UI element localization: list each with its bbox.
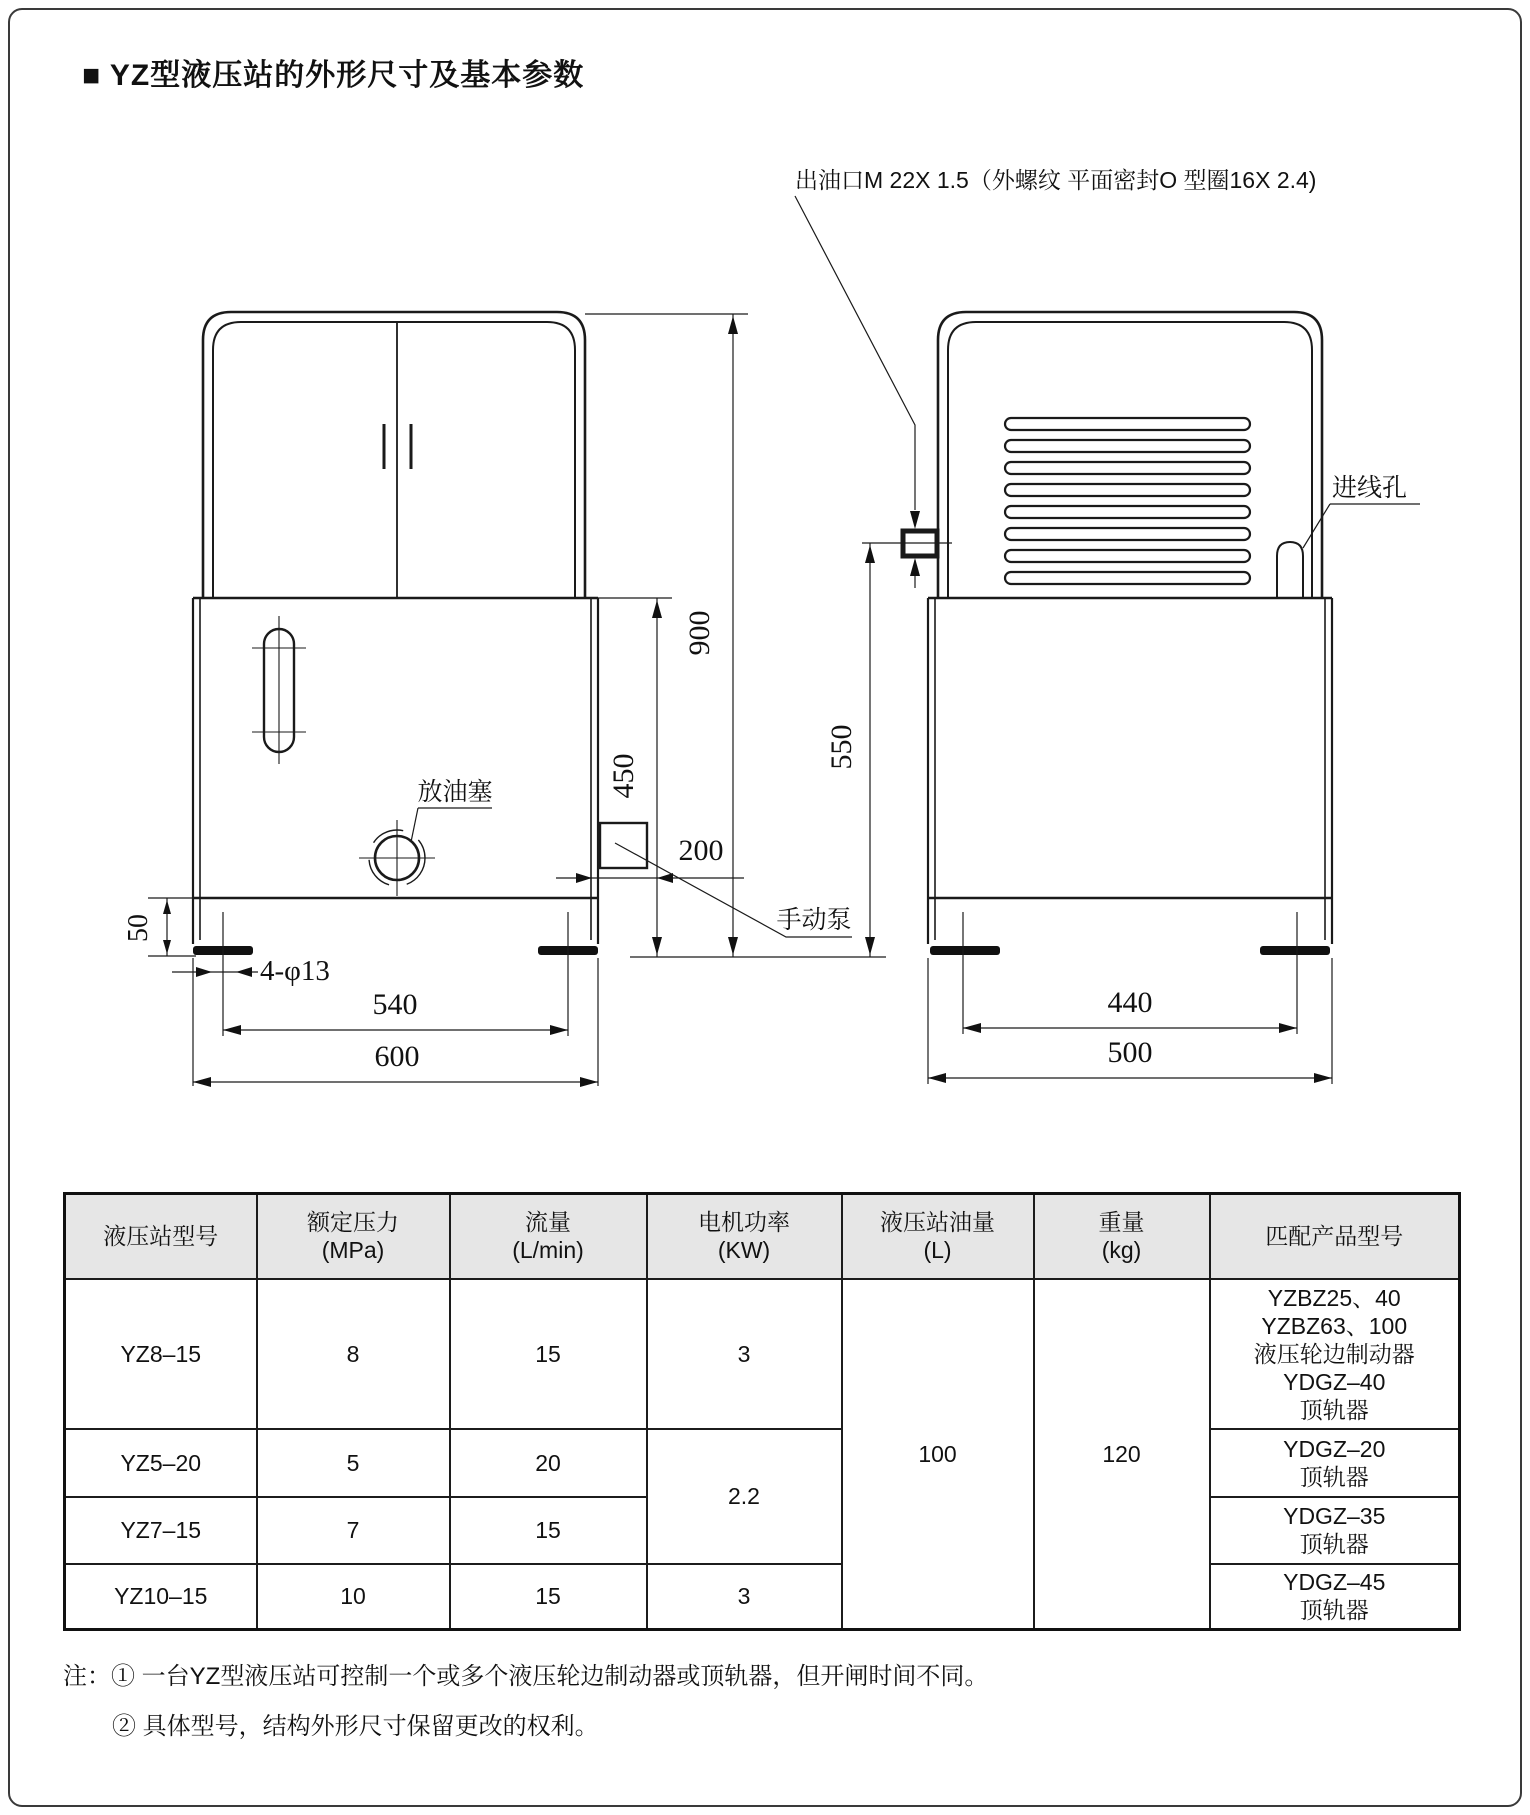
dim-440: 440 [1107, 986, 1153, 1019]
cell-match: YDGZ–35 顶轨器 [1210, 1497, 1460, 1564]
dim-50: 50 [123, 914, 154, 942]
side-view [903, 312, 1332, 955]
cabinet-side-outer [938, 312, 1322, 598]
drain-plug-label: 放油塞 [417, 778, 493, 806]
wire-hole-label: 进线孔 [1332, 474, 1408, 502]
header-pressure: 额定压力 (MPa) [257, 1194, 450, 1279]
cell-model: YZ8–15 [65, 1279, 257, 1429]
outlet-annotation: 出油口M 22X 1.5（外螺纹 平面密封O 型圈16X 2.4) [795, 167, 1317, 193]
dimension-lines [148, 196, 1420, 1086]
cell-flow: 15 [450, 1497, 647, 1564]
cell-power: 3 [647, 1279, 842, 1429]
table-row [65, 1429, 1460, 1497]
header-weight: 重量 (kg) [1034, 1194, 1210, 1279]
cell-match: YDGZ–20 顶轨器 [1210, 1429, 1460, 1497]
hand-pump [600, 823, 647, 868]
cell-model: YZ7–15 [65, 1497, 257, 1564]
cell-power: 3 [647, 1564, 842, 1630]
dim-600: 600 [374, 1040, 420, 1073]
foot-side-left [930, 946, 1000, 955]
table-row [65, 1279, 1460, 1429]
wire-entry-hole [1277, 542, 1303, 598]
dim-4phi13: 4-φ13 [260, 955, 330, 987]
cell-pressure: 5 [257, 1429, 450, 1497]
cell-power: 2.2 [647, 1429, 842, 1564]
table-row [65, 1564, 1460, 1630]
cell-weight: 120 [1034, 1279, 1210, 1630]
dim-500: 500 [1107, 1036, 1153, 1069]
dim-900: 900 [683, 610, 716, 656]
foot-side-right [1260, 946, 1330, 955]
header-power: 电机功率 (KW) [647, 1194, 842, 1279]
cell-pressure: 10 [257, 1564, 450, 1630]
spec-table [63, 1192, 1461, 1631]
dim-540: 540 [372, 988, 418, 1021]
cell-flow: 15 [450, 1279, 647, 1429]
note-line-2: ② 具体型号，结构外形尺寸保留更改的权利。 [112, 1713, 599, 1740]
table-header-row [65, 1194, 1460, 1279]
dim-450: 450 [607, 753, 640, 799]
cell-oil-volume: 100 [842, 1279, 1034, 1630]
cell-match: YDGZ–45 顶轨器 [1210, 1564, 1460, 1630]
cell-pressure: 7 [257, 1497, 450, 1564]
cell-model: YZ5–20 [65, 1429, 257, 1497]
footnotes [63, 1652, 1423, 1752]
cell-flow: 15 [450, 1564, 647, 1630]
cabinet-front-outer [203, 312, 585, 598]
cabinet-side-inner [948, 322, 1312, 598]
dim-550: 550 [825, 724, 858, 770]
header-model: 液压站型号 [65, 1194, 257, 1279]
cabinet-front-inner [213, 322, 575, 598]
dim-200: 200 [678, 834, 724, 867]
cell-model: YZ10–15 [65, 1564, 257, 1630]
cell-pressure: 8 [257, 1279, 450, 1429]
header-oil: 液压站油量 (L) [842, 1194, 1034, 1279]
page-title: ■ YZ型液压站的外形尺寸及基本参数 [82, 59, 585, 92]
cell-flow: 20 [450, 1429, 647, 1497]
cell-match: YZBZ25、40 YZBZ63、100 液压轮边制动器 YDGZ–40 顶轨器 [1210, 1279, 1460, 1429]
vent-louvers [1005, 418, 1250, 584]
header-flow: 流量 (L/min) [450, 1194, 647, 1279]
dimension-arrows [163, 316, 1332, 1087]
front-view [193, 312, 647, 955]
header-match: 匹配产品型号 [1210, 1194, 1460, 1279]
note-line-1: 注：① 一台YZ型液压站可控制一个或多个液压轮边制动器或顶轨器，但开闸时间不同。 [63, 1663, 989, 1690]
hand-pump-label: 手动泵 [776, 906, 852, 934]
